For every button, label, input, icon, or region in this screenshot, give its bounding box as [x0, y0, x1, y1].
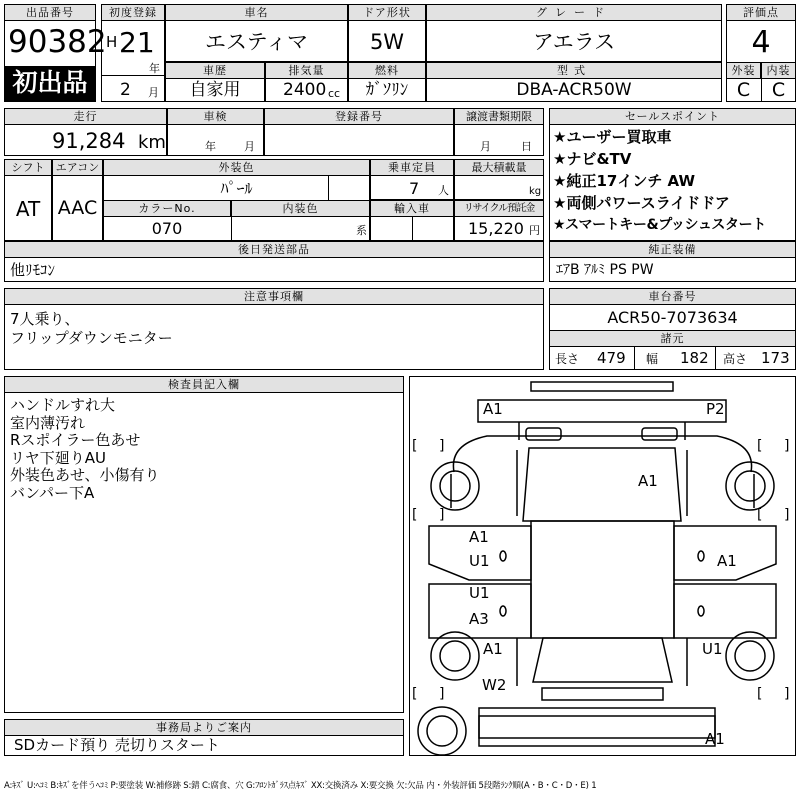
shift-label: シフト	[4, 159, 52, 176]
office-text: SDカード預り 売切りスタート	[14, 736, 220, 754]
color-no: 070	[151, 219, 183, 238]
recycle: 15,220	[468, 219, 524, 238]
svg-text:]: ]	[439, 686, 445, 702]
svg-text:]: ]	[439, 507, 445, 523]
score: 4	[751, 25, 771, 60]
import-label: 輸入車	[370, 200, 454, 217]
svg-text:[: [	[757, 507, 763, 523]
month-unit: 月	[148, 86, 159, 99]
displacement-unit: cc	[328, 87, 341, 100]
transfer-label: 譲渡書類期限	[454, 108, 544, 125]
shift: AT	[15, 197, 41, 221]
capacity-unit: 人	[438, 184, 449, 197]
fuel: ｶﾞｿﾘﾝ	[365, 80, 409, 100]
mileage-label: 走行	[4, 108, 167, 125]
recycle-unit: 円	[529, 224, 540, 237]
svg-text:[: [	[412, 686, 418, 702]
transfer-day: 日	[521, 140, 532, 153]
grade-label: グレード	[426, 4, 722, 21]
damage-mark: A1	[705, 730, 725, 748]
selling-points-label: セールスポイント	[549, 108, 796, 125]
int-grade: C	[771, 79, 786, 101]
chassis-label: 車台番号	[549, 288, 796, 305]
dims-label: 諸元	[549, 330, 796, 347]
insp-year-unit: 年	[205, 140, 216, 153]
inspector-line: バンパー下A	[10, 484, 95, 502]
inspector-line: Rスポイラー色あせ	[10, 431, 141, 449]
length: 479	[597, 349, 626, 367]
door-label: ドア形状	[348, 4, 426, 21]
note-line: フリップダウンモニター	[10, 329, 173, 347]
height: 173	[761, 349, 790, 367]
damage-mark: A3	[469, 610, 489, 628]
inspector-line: リヤ下廻りAU	[10, 449, 106, 467]
width: 182	[680, 349, 709, 367]
load-unit: kg	[529, 186, 542, 197]
later-parts: 他ﾘﾓｺﾝ	[10, 261, 56, 279]
inspector-line: 外装色あせ、小傷有り	[10, 466, 160, 484]
damage-mark: A1	[483, 640, 503, 658]
width-label: 幅	[646, 352, 659, 366]
inspector-line: ハンドルすれ大	[10, 396, 116, 414]
displacement-label: 排気量	[265, 62, 348, 79]
insp-month-unit: 月	[244, 140, 255, 153]
ext-grade: C	[736, 79, 751, 101]
selling-point: ★両側パワースライドドア	[553, 194, 730, 212]
height-label: 高さ	[723, 352, 748, 366]
reg-year: 21	[119, 26, 155, 59]
lot-number: 90382	[8, 24, 107, 60]
legend: A:ｷｽﾞ U:ﾍｺﾐ B:ｷｽﾞを伴うﾍｺﾐ P:要塗装 W:補修跡 S:錆 C:腐食、穴 G:ﾌﾛﾝﾄｶﾞﾗｽ点ｷｽﾞ XX:交換済み X:要交換 欠:欠品 内・外装評価 5段階ﾗﾝｸ順(A・B・C・D・E) 1	[4, 781, 597, 791]
recycle-label: リサイクル預託金	[454, 200, 544, 217]
selling-point: ★ナビ&TV	[553, 150, 632, 168]
grade: アエラス	[532, 30, 616, 54]
damage-mark: W2	[482, 676, 507, 694]
score-label: 評価点	[726, 4, 796, 21]
svg-text:]: ]	[784, 686, 790, 702]
model: DBA-ACR50W	[516, 80, 632, 100]
fuel-label: 燃料	[348, 62, 426, 79]
damage-mark: A1	[469, 528, 489, 546]
load-label: 最大積載量	[454, 159, 544, 176]
svg-text:]: ]	[439, 438, 445, 454]
mileage-unit: km	[138, 132, 166, 153]
ac: AAC	[57, 197, 98, 219]
equipment-label: 純正装備	[549, 241, 796, 258]
int-label: 内装	[761, 62, 796, 79]
era: H	[106, 33, 118, 51]
svg-text:]: ]	[784, 438, 790, 454]
history-label: 車歴	[165, 62, 265, 79]
ext-label: 外装	[726, 62, 761, 79]
first-listing-text: 初出品	[12, 68, 88, 97]
selling-point: ★純正17インチ AW	[553, 172, 696, 190]
svg-text:[: [	[757, 438, 763, 454]
damage-mark: U1	[469, 552, 490, 570]
svg-text:[: [	[757, 686, 763, 702]
selling-point: ★ユーザー買取車	[553, 128, 672, 146]
svg-text:[: [	[412, 438, 418, 454]
model-label: 型式	[426, 62, 722, 79]
lot-no-label: 出品番号	[4, 4, 96, 21]
damage-mark: A1	[717, 552, 737, 570]
transfer-month: 月	[480, 140, 491, 153]
car-name: エスティマ	[205, 30, 308, 54]
inspection-label: 車検	[167, 108, 264, 125]
int-color-label: 内装色	[231, 200, 370, 217]
damage-mark: A1	[638, 472, 658, 490]
damage-mark: A1	[483, 400, 503, 418]
history: 自家用	[189, 80, 241, 100]
first-reg-label: 初度登録	[101, 4, 165, 21]
length-label: 長さ	[555, 352, 580, 366]
mileage: 91,284	[52, 129, 126, 153]
ac-label: エアコン	[52, 159, 103, 176]
office-label: 事務局よりご案内	[4, 719, 404, 736]
note-line: 7人乗り、	[10, 310, 80, 328]
year-unit: 年	[149, 62, 160, 75]
door-type: 5W	[369, 30, 405, 54]
damage-mark: U1	[469, 584, 490, 602]
capacity-label: 乗車定員	[370, 159, 454, 176]
selling-point: ★スマートキー&プッシュスタート	[553, 217, 766, 233]
int-color-unit: 系	[356, 224, 367, 237]
notes-label: 注意事項欄	[4, 288, 544, 305]
plate-label: 登録番号	[264, 108, 454, 125]
color-no-label: カラーNo.	[103, 200, 231, 217]
color: ﾊﾟｰﾙ	[220, 179, 253, 198]
capacity: 7	[409, 179, 420, 198]
equipment: ｴｱB ｱﾙﾐ PS PW	[556, 262, 654, 278]
damage-mark: U1	[702, 640, 723, 658]
displacement: 2400	[283, 80, 327, 100]
car-damage-diagram	[409, 376, 796, 756]
damage-mark: P2	[706, 400, 725, 418]
svg-text:]: ]	[784, 507, 790, 523]
inspector-line: 室内薄汚れ	[10, 414, 86, 432]
color-label: 外装色	[103, 159, 370, 176]
reg-month: 2	[120, 80, 131, 100]
car-name-label: 車名	[165, 4, 348, 21]
svg-text:[: [	[412, 507, 418, 523]
later-parts-label: 後日発送部品	[4, 241, 544, 258]
chassis-number: ACR50-7073634	[607, 308, 738, 327]
inspector-label: 検査員記入欄	[4, 376, 404, 393]
